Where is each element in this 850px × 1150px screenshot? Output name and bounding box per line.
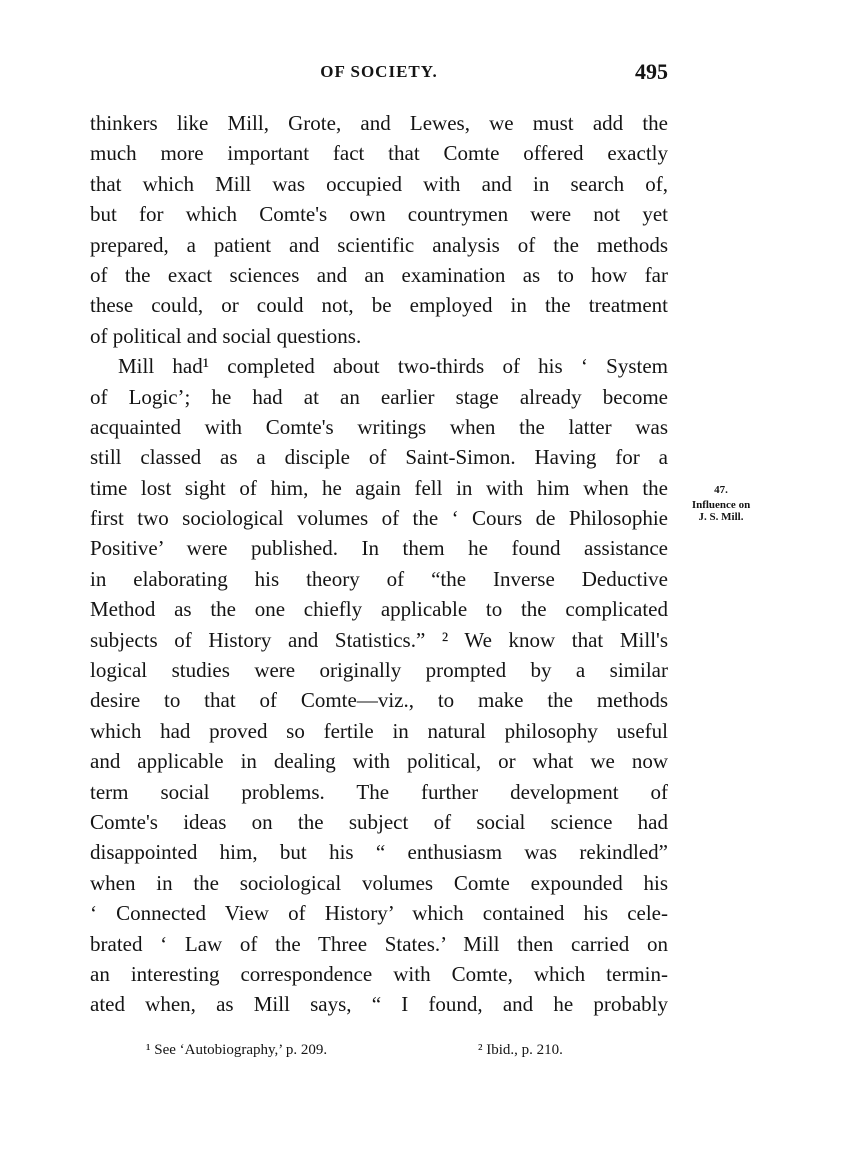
- text-line: of the exact sciences and an examination as to how far: [90, 262, 668, 287]
- text-line: logical studies were originally prompted by a similar: [90, 658, 668, 683]
- text-line: but for which Comte's own countrymen were not yet: [90, 202, 668, 227]
- text-line: which had proved so fertile in natural philosophy useful: [90, 718, 668, 743]
- text-line: Method as the one chiefly applicable to the complicated: [90, 597, 668, 622]
- running-title: OF SOCIETY.: [320, 62, 438, 81]
- text-line: these could, or could not, be employed in the treatment: [90, 293, 668, 318]
- text-line: of political and social questions.: [90, 323, 362, 348]
- page-number: 495: [635, 59, 668, 84]
- margin-note-line: J. S. Mill.: [698, 511, 744, 523]
- text-line: prepared, a patient and scientific analysis of the methods: [90, 232, 668, 257]
- text-line: time lost sight of him, he again fell in with him when the: [90, 475, 668, 500]
- text-line: of Logic’; he had at an earlier stage already become: [90, 384, 668, 409]
- text-line: desire to that of Comte—viz., to make the methods: [90, 688, 668, 713]
- text-line: in elaborating his theory of “the Inverse Deductive: [90, 566, 668, 591]
- text-line: ‘ Connected View of History’ which contained his cele-: [90, 901, 668, 926]
- margin-note-line: Influence on: [691, 499, 751, 511]
- text-line: when in the sociological volumes Comte expounded his: [90, 870, 668, 895]
- margin-note: [676, 484, 766, 523]
- text-line: subjects of History and Statistics.” ² We know that Mill's: [90, 627, 668, 652]
- margin-note-number: 47.: [714, 484, 728, 496]
- text-line: still classed as a disciple of Saint-Simon. Having for a: [90, 445, 668, 470]
- text-line: an interesting correspondence with Comte, which termin-: [90, 961, 668, 986]
- text-line: ated when, as Mill says, “ I found, and he probably: [90, 992, 668, 1017]
- footnote-1: ¹ See ‘Autobiography,’ p. 209.: [146, 1042, 328, 1058]
- footnotes: [146, 1038, 666, 1062]
- body-text: [90, 108, 668, 1020]
- text-line: thinkers like Mill, Grote, and Lewes, we must add the: [90, 111, 668, 135]
- text-line: and applicable in dealing with political, or what we now: [90, 749, 668, 774]
- text-line: Mill had¹ completed about two-thirds of his ‘ System: [118, 354, 668, 379]
- text-line: much more important fact that Comte offered exactly: [90, 141, 668, 166]
- text-line: acquainted with Comte's writings when the latter was: [90, 414, 668, 439]
- footnote-2: ² Ibid., p. 210.: [478, 1042, 563, 1058]
- running-header: [90, 58, 668, 92]
- text-line: first two sociological volumes of the ‘ Cours de Philosophie: [90, 506, 668, 531]
- text-line: that which Mill was occupied with and in search of,: [90, 171, 668, 196]
- text-line: disappointed him, but his “ enthusiasm was rekindled”: [90, 840, 668, 865]
- text-line: brated ‘ Law of the Three States.’ Mill then carried on: [90, 931, 668, 956]
- text-line: term social problems. The further development of: [90, 779, 668, 804]
- text-line: Comte's ideas on the subject of social science had: [90, 809, 668, 834]
- text-line: Positive’ were published. In them he found assistance: [90, 536, 668, 561]
